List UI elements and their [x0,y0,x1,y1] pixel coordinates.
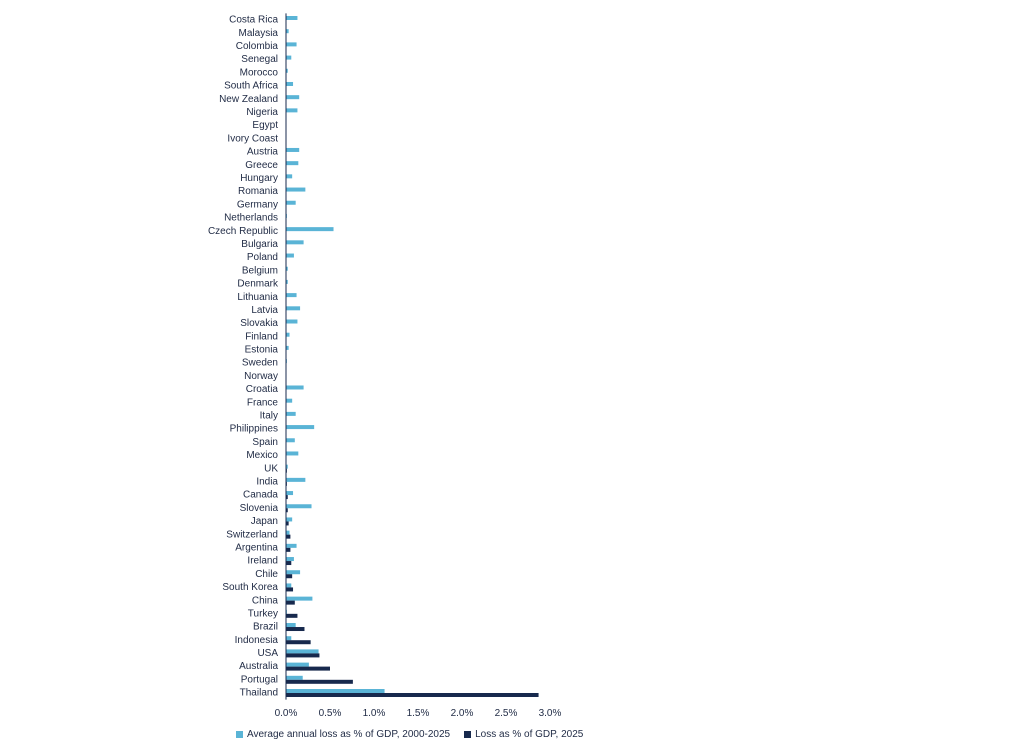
category-label: Norway [244,370,278,382]
bar-average-annual-loss [286,597,312,601]
category-label: USA [257,648,278,660]
category-label: Portugal [240,674,278,686]
bar-average-annual-loss [286,438,295,442]
bar-average-annual-loss [286,240,304,244]
bar-loss-2025 [286,601,295,605]
bar-average-annual-loss [286,306,300,310]
bar-average-annual-loss [286,544,297,548]
bar-average-annual-loss [286,663,309,667]
category-label: Thailand [239,687,278,699]
bar-loss-2025 [286,653,319,657]
bar-average-annual-loss [286,570,300,574]
category-label: France [246,397,278,409]
x-tick-label: 2.0% [450,708,474,719]
bar-loss-2025 [286,667,330,671]
bar-average-annual-loss [286,174,292,178]
x-axis-ticks [275,708,562,719]
bar-loss-2025 [286,614,297,618]
category-label: Switzerland [226,529,278,541]
category-label: Poland [246,252,278,264]
legend-swatch-2025 [464,731,471,738]
category-label: Malaysia [238,27,278,39]
category-label: Senegal [241,54,278,66]
bar-average-annual-loss [286,583,291,587]
bar-average-annual-loss [286,557,294,561]
category-label: Japan [250,516,278,528]
bar-average-annual-loss [286,188,305,192]
category-label: Bulgaria [241,238,278,250]
bar-average-annual-loss [286,56,291,60]
bar-average-annual-loss [286,517,292,521]
bar-average-annual-loss [286,623,296,627]
bar-average-annual-loss [286,333,290,337]
bar-average-annual-loss [286,254,294,258]
category-label: South Korea [222,582,278,594]
category-label: Costa Rica [229,14,278,26]
category-label: Canada [242,489,278,501]
bar-average-annual-loss [286,320,297,324]
bar-average-annual-loss [286,16,297,20]
bar-average-annual-loss [286,636,291,640]
bar-average-annual-loss [286,161,298,165]
category-label: New Zealand [219,93,278,105]
bar-average-annual-loss [286,95,299,99]
category-label: Romania [237,186,278,198]
category-label: Latvia [251,304,278,316]
legend-item-average [236,729,450,740]
bar-average-annual-loss [286,478,305,482]
category-label: Spain [252,436,278,448]
bar-average-annual-loss [286,385,304,389]
bar-loss-2025 [286,627,304,631]
category-label: Hungary [240,172,278,184]
category-label: Morocco [239,67,278,79]
category-label: Colombia [235,41,278,53]
bar-average-annual-loss [286,531,290,535]
category-label: India [256,476,278,488]
legend-label-2025: Loss as % of GDP, 2025 [475,729,584,740]
category-label: Czech Republic [207,225,278,237]
category-label: Greece [245,159,278,171]
category-label: Ivory Coast [227,133,278,145]
bar-average-annual-loss [286,201,296,205]
category-label: Belgium [241,265,278,277]
category-label: Australia [239,661,278,673]
category-label: Nigeria [246,107,278,119]
legend-label-average: Average annual loss as % of GDP, 2000-2025 [247,729,451,740]
bar-loss-2025 [286,535,290,539]
category-label: Ireland [247,555,278,567]
bar-average-annual-loss [286,148,299,152]
category-label: China [251,595,278,607]
bar-average-annual-loss [286,504,312,508]
bar-average-annual-loss [286,399,292,403]
category-label: Chile [255,568,278,580]
bar-average-annual-loss [286,689,385,693]
x-tick-label: 1.5% [406,708,430,719]
category-label: Argentina [235,542,278,554]
category-label: Denmark [237,278,278,290]
bar-average-annual-loss [286,676,303,680]
category-label: South Africa [224,80,278,92]
bar-average-annual-loss [286,293,297,297]
bar-loss-2025 [286,680,353,684]
bar-loss-2025 [286,640,311,644]
bar-average-annual-loss [286,227,334,231]
bar-loss-2025 [286,587,293,591]
bar-loss-2025 [286,574,292,578]
bar-loss-2025 [286,693,539,697]
bar-loss-2025 [286,548,290,552]
category-label: Egypt [252,120,278,132]
category-label: Slovenia [239,502,278,514]
bar-average-annual-loss [286,412,296,416]
bar-average-annual-loss [286,108,297,112]
category-label: Estonia [244,344,278,356]
bar-average-annual-loss [286,649,319,653]
category-label: Brazil [252,621,278,633]
category-label: UK [264,463,278,475]
category-label: Lithuania [237,291,278,303]
category-label: Netherlands [224,212,278,224]
bar-average-annual-loss [286,451,298,455]
category-labels [208,15,279,699]
x-tick-label: 0.5% [318,708,342,719]
category-label: Philippines [229,423,278,435]
category-label: Sweden [241,357,278,369]
legend-item-2025 [464,729,583,740]
category-label: Indonesia [234,634,278,646]
category-label: Croatia [245,384,278,396]
bar-loss-2025 [286,561,291,565]
x-tick-label: 2.5% [494,708,518,719]
bars-layer [286,16,539,697]
bar-average-annual-loss [286,425,314,429]
category-label: Finland [245,331,278,343]
bar-average-annual-loss [286,491,293,495]
legend [236,729,583,740]
category-label: Mexico [246,450,278,462]
category-label: Italy [259,410,278,422]
x-tick-label: 1.0% [362,708,386,719]
category-label: Germany [236,199,278,211]
category-label: Turkey [247,608,278,620]
bar-average-annual-loss [286,82,293,86]
x-tick-label: 0.0% [274,708,298,719]
category-label: Slovakia [240,318,278,330]
bar-average-annual-loss [286,42,297,46]
legend-swatch-average [236,731,243,738]
x-tick-label: 3.0% [538,708,562,719]
category-label: Austria [246,146,278,158]
